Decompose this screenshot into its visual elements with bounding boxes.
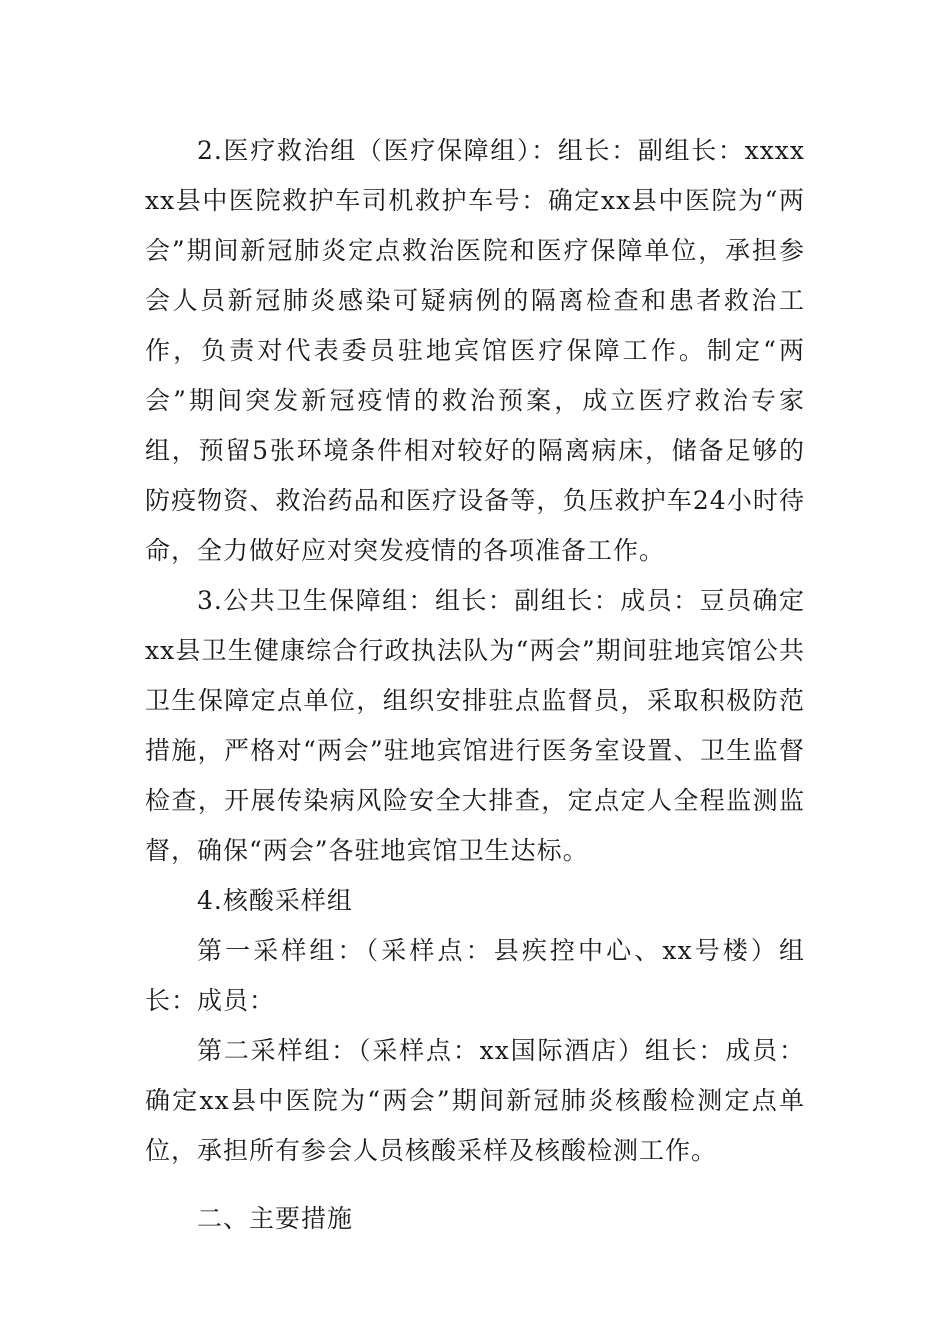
paragraph-second-sampling-group: 第二采样组：（采样点：xx国际酒店）组长：成员：确定xx县中医院为“两会”期间新冠肺炎核酸检测定点单位，承担所有参会人员核酸采样及核酸检测工作。 — [145, 1036, 805, 1165]
section-spacer — [145, 1176, 805, 1194]
section-heading-main-measures: 二、主要措施 — [197, 1204, 354, 1233]
paragraph-nucleic-acid-group-title: 4.核酸采样组 — [197, 886, 353, 915]
paragraph-medical-treatment-group: 2.医疗救治组（医疗保障组）：组长：副组长：xxxxxx县中医院救护车司机救护车号：确定xx县中医院为“两会”期间新冠肺炎定点救治医院和医疗保障单位，承担参会人员新冠肺炎感染可疑病例的隔离检查和患者救治工作，负责对代表委员驻地宾馆医疗保障工作。制定“两会”期间突发新冠疫情的救治预案，成立医疗救治专家组，预留5张环境条件相对较好的隔离病床，储备足够的防疫物资、救治药品和医疗设备等，负压救护车24小时待命，全力做好应对突发疫情的各项准备工作。 — [145, 136, 805, 565]
document-body — [145, 126, 805, 1244]
paragraph-first-sampling-group: 第一采样组：（采样点：县疾控中心、xx号楼）组长：成员： — [145, 936, 805, 1015]
paragraph-public-health-group: 3.公共卫生保障组：组长：副组长：成员：豆员确定xx县卫生健康综合行政执法队为“两会”期间驻地宾馆公共卫生保障定点单位，组织安排驻点监督员，采取积极防范措施，严格对“两会”驻地宾馆进行医务室设置、卫生监督检查，开展传染病风险安全大排查，定点定人全程监测监督，确保“两会”各驻地宾馆卫生达标。 — [145, 586, 805, 865]
